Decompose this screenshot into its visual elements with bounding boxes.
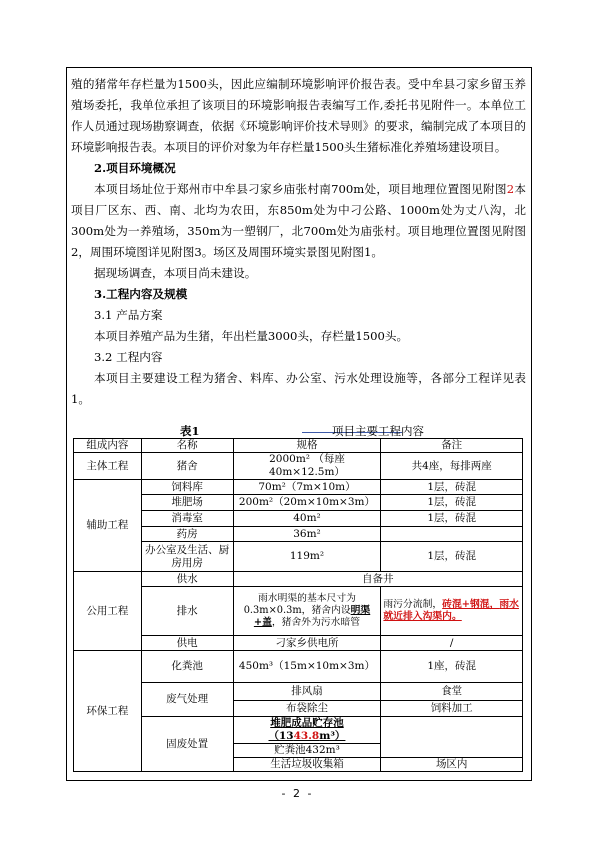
- header-cell: 组成内容: [74, 439, 142, 453]
- header-cell: 备注: [381, 439, 523, 453]
- spec-cell: 生活垃圾收集箱: [233, 758, 381, 772]
- spec-cell: 40m²: [233, 511, 381, 527]
- group-cell: 主体工程: [74, 453, 142, 480]
- table-header-row: [74, 439, 523, 453]
- note-cell: 雨污分流制，砖混+钢混，雨水就近排入沟渠内。: [381, 587, 523, 636]
- note-cell: 1层，砖混: [381, 542, 523, 572]
- page-number: - 2 -: [281, 787, 314, 800]
- name-cell: 堆肥场: [141, 495, 233, 511]
- spec-cell: 自备井: [233, 572, 522, 587]
- spec-cell: 贮粪池432m³: [233, 744, 381, 758]
- table-caption: [70, 423, 525, 439]
- name-cell: 废气处理: [141, 683, 233, 717]
- group-cell: 环保工程: [74, 651, 142, 772]
- note-cell: 共4座，每排两座: [381, 453, 523, 480]
- table-row: [74, 542, 523, 572]
- group-cell: 公用工程: [74, 572, 142, 651]
- note-cell: 饲料加工: [381, 701, 523, 717]
- paragraph-product: 本项目养殖产品为生猪，年出栏量3000头，存栏量1500头。: [94, 329, 409, 343]
- note-cell: /: [381, 636, 523, 651]
- spec-cell: 2000m² （每座40m×12.5m）: [233, 453, 381, 480]
- spec-cell: 布袋除尘: [233, 701, 381, 717]
- heading-works: 3.2 工程内容: [94, 350, 163, 364]
- spec-cell: 36m²: [233, 527, 381, 542]
- group-cell: 辅助工程: [74, 480, 142, 572]
- paragraph-survey: 据现场调查，本项目尚未建设。: [94, 266, 257, 280]
- body-text: [71, 74, 526, 410]
- spec-cell: 堆肥成品贮存池（1343.8m³）: [233, 717, 381, 744]
- table-row: [74, 636, 523, 651]
- header-cell: 规格: [233, 439, 381, 453]
- paragraph-works: 本项目主要建设工程为猪舍、料库、办公室、污水处理设施等，各部分工程详见表1。: [71, 371, 526, 406]
- note-cell: 1层，砖混: [381, 511, 523, 527]
- header-cell: 名称: [141, 439, 233, 453]
- note-cell: 场区内: [381, 758, 523, 772]
- table-row: [74, 527, 523, 542]
- spec-cell: 70m²（7m×10m）: [233, 480, 381, 495]
- table-row: [74, 717, 523, 744]
- name-cell: 饲料库: [141, 480, 233, 495]
- heading-product: 3.1 产品方案: [94, 308, 163, 322]
- name-cell: 办公室及生活、厨房用房: [141, 542, 233, 572]
- table-title: 项目主要工程内容: [332, 424, 424, 438]
- paragraph-location: 本项目场址位于郑州市中牟县刁家乡庙张村南700m处，项目地理位置图见附图2本项目厂区东、西、南、北均为农田，东850m处为中刁公路、1000m处为丈八沟，北300m处为一养殖场，350m为一塑钢厂，北700m处为庙张村。项目地理位置图见附图2，周围环境图详见附图3。场区及周围环境实景图见附图1。: [71, 182, 526, 259]
- note-cell: [381, 717, 523, 758]
- table-row: [74, 511, 523, 527]
- table-row: [74, 683, 523, 701]
- spec-cell: 雨水明渠的基本尺寸为0.3m×0.3m，猪舍内设明渠+盖，猪舍外为污水暗管: [233, 587, 381, 636]
- note-cell: 1层，砖混: [381, 495, 523, 511]
- heading-scope: 3.工程内容及规模: [94, 287, 188, 301]
- name-cell: 供电: [141, 636, 233, 651]
- spec-cell: 200m²（20m×10m×3m）: [233, 495, 381, 511]
- name-cell: 猪舍: [141, 453, 233, 480]
- note-cell: [381, 527, 523, 542]
- spec-cell: 排风扇: [233, 683, 381, 701]
- name-cell: 消毒室: [141, 511, 233, 527]
- note-cell: 1层，砖混: [381, 480, 523, 495]
- note-cell: 食堂: [381, 683, 523, 701]
- paragraph-intro: 殖的猪常年存栏量为1500头，因此应编制环境影响评价报告表。受中牟县刁家乡留玉养殖场委托，我单位承担了该项目的环境影响报告表编写工作,委托书见附件一。本单位工作人员通过现场勘察调查，依据《环境影响评价技术导则》的要求，编制完成了本项目的环境影响报告表。本项目的评价对象为年存栏量1500头生猪标准化养殖场建设项目。: [71, 77, 526, 154]
- table-row: [74, 453, 523, 480]
- name-cell: 固废处置: [141, 717, 233, 772]
- name-cell: 供水: [141, 572, 233, 587]
- spec-cell: 刁家乡供电所: [233, 636, 381, 651]
- table-number: 表1: [180, 424, 200, 438]
- table-row: [74, 572, 523, 587]
- name-cell: 药房: [141, 527, 233, 542]
- heading-environment: 2.项目环境概况: [94, 161, 176, 175]
- table-row: [74, 495, 523, 511]
- note-cell: 1座，砖混: [381, 651, 523, 683]
- spec-cell: 450m³（15m×10m×3m）: [233, 651, 381, 683]
- table-row: [74, 587, 523, 636]
- spec-cell: 119m²: [233, 542, 381, 572]
- engineering-table: [73, 438, 523, 772]
- table-row: [74, 480, 523, 495]
- name-cell: 排水: [141, 587, 233, 636]
- name-cell: 化粪池: [141, 651, 233, 683]
- table-row: [74, 651, 523, 683]
